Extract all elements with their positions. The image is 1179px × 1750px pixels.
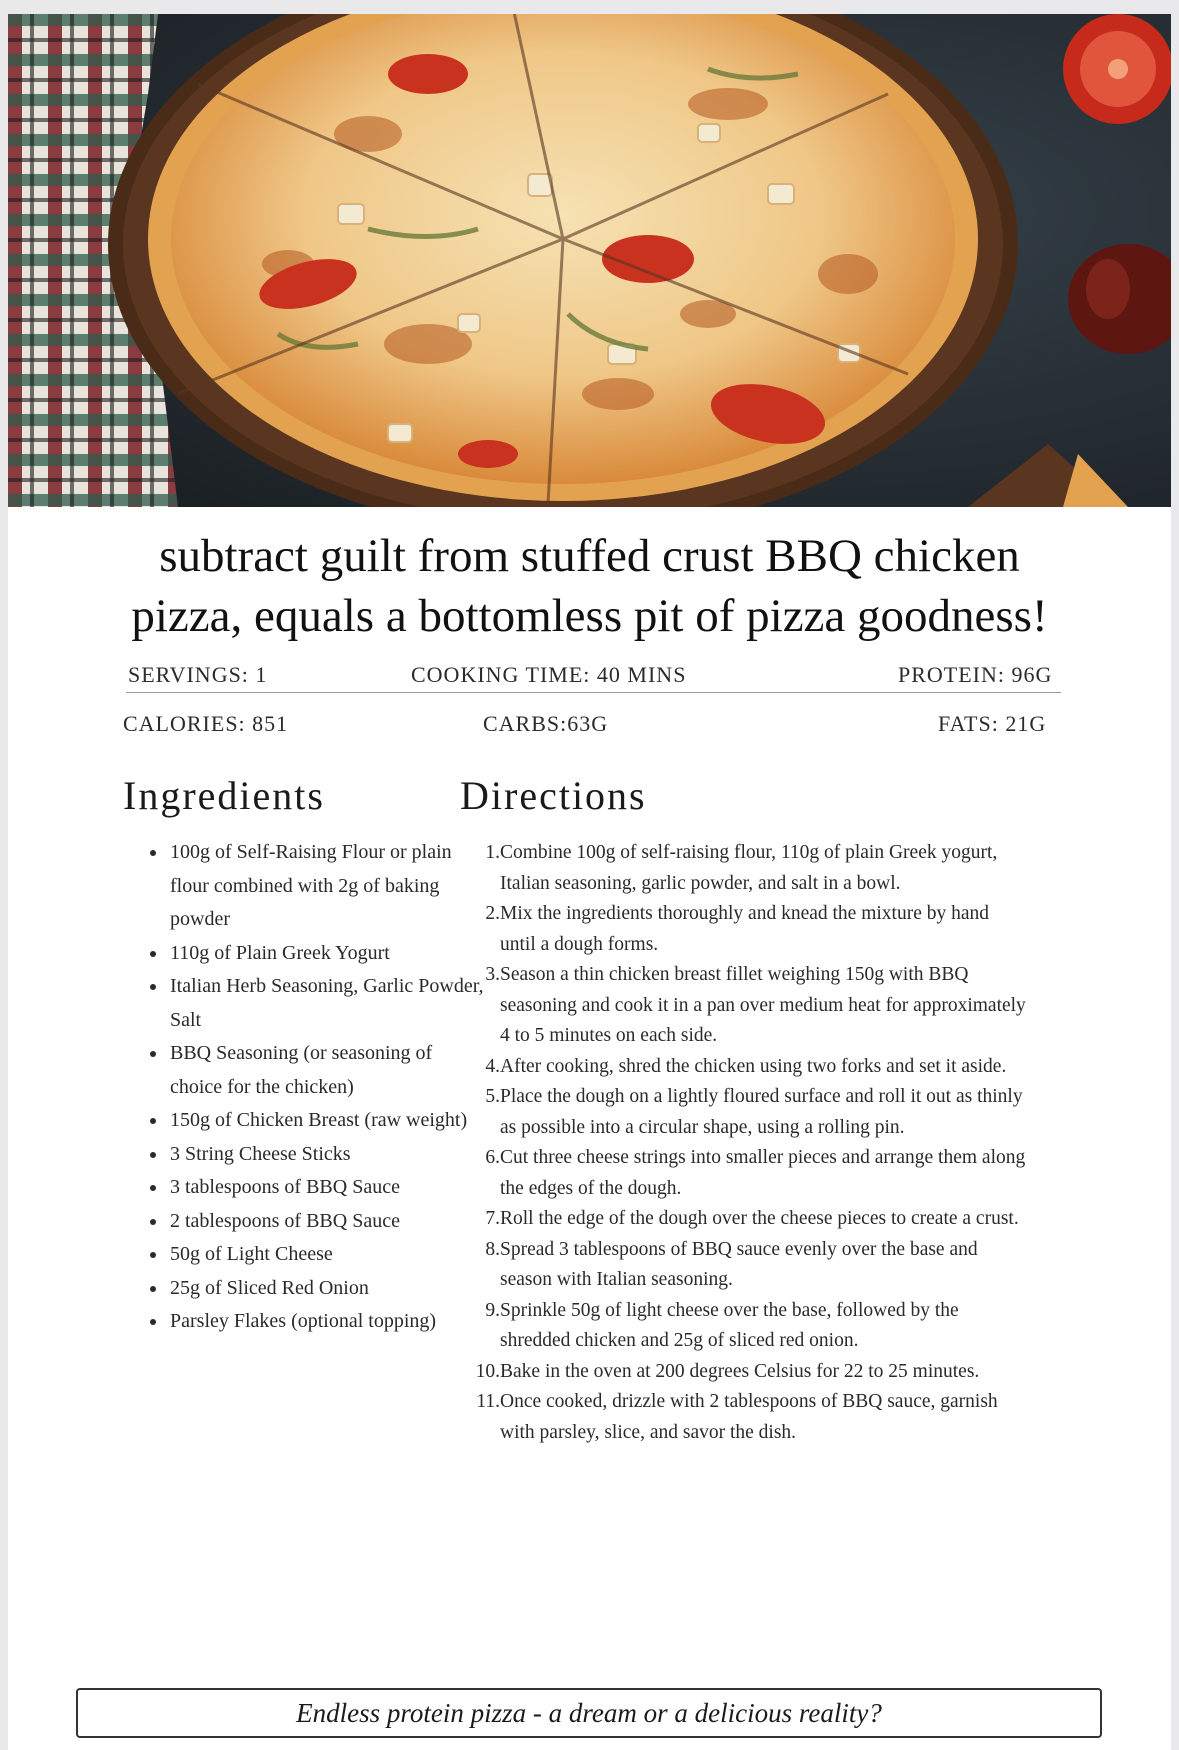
step-number: 1. [485, 842, 500, 863]
step-text: Season a thin chicken breast fillet weighing 150g with BBQ seasoning and cook it in a pan over medium heat for approximately 4 to 5 minutes on each side. [500, 964, 1026, 1046]
carbs-stat: CARBS:63G [483, 711, 609, 736]
ingredient-item: • 150g of Chicken Breast (raw weight) [168, 1104, 488, 1138]
step-number: 2. [485, 903, 500, 924]
cooking-time-stat: COOKING TIME: 40 MINS [411, 662, 687, 687]
servings-stat: SERVINGS: 1 [128, 662, 268, 687]
direction-step [466, 1387, 1026, 1448]
direction-step [466, 1052, 1026, 1083]
ingredient-item: • 50g of Light Cheese [168, 1238, 488, 1272]
step-number: 6. [485, 1147, 500, 1168]
ingredients-heading: Ingredients [123, 773, 325, 818]
recipe-title [8, 526, 1171, 646]
direction-step [466, 960, 1026, 1052]
step-text: Once cooked, drizzle with 2 tablespoons of BBQ sauce, garnish with parsley, slice, and savor the dish. [500, 1391, 998, 1443]
step-number: 4. [485, 1055, 500, 1077]
tagline-box [76, 1688, 1102, 1738]
step-number: 10. [475, 1360, 500, 1382]
step-text: Spread 3 tablespoons of BBQ sauce evenly over the base and season with Italian seasoning. [500, 1238, 978, 1290]
recipe-title-line1: subtract guilt from stuffed crust BBQ chicken [159, 530, 1020, 582]
ingredient-item: • BBQ Seasoning (or seasoning of choice for the chicken) [168, 1037, 488, 1104]
direction-step [466, 899, 1026, 960]
protein-stat: PROTEIN: 96G [898, 662, 1053, 687]
direction-step [466, 838, 1026, 899]
step-text: Bake in the oven at 200 degrees Celsius for 22 to 25 minutes. [500, 1360, 980, 1382]
ingredient-item: • 25g of Sliced Red Onion [168, 1272, 488, 1306]
direction-step [466, 1204, 1026, 1235]
fats-stat: FATS: 21G [938, 711, 1047, 736]
direction-step [466, 1357, 1026, 1388]
calories-stat: CALORIES: 851 [123, 711, 289, 736]
step-text: Roll the edge of the dough over the cheese pieces to create a crust. [500, 1208, 1019, 1229]
ingredients-list [136, 836, 488, 1339]
step-text: Place the dough on a lightly floured surface and roll it out as thinly as possible into a circular shape, using a rolling pin. [500, 1086, 1023, 1138]
step-number: 5. [485, 1086, 500, 1107]
step-number: 8. [485, 1238, 500, 1260]
direction-step [466, 1296, 1026, 1357]
directions-list [466, 838, 1026, 1448]
step-text: Cut three cheese strings into smaller pieces and arrange them along the edges of the dough. [500, 1147, 1026, 1199]
step-number: 11. [476, 1391, 500, 1412]
step-text: Combine 100g of self-raising flour, 110g of plain Greek yogurt, Italian seasoning, garlic powder, and salt in a bowl. [500, 842, 998, 894]
step-text: Sprinkle 50g of light cheese over the base, followed by the shredded chicken and 25g of sliced red onion. [500, 1299, 959, 1351]
pizza-photo-illustration [8, 14, 1171, 507]
direction-step [466, 1143, 1026, 1204]
directions-heading: Directions [460, 773, 647, 818]
ingredient-item: • 3 String Cheese Sticks [168, 1138, 488, 1172]
ingredient-item: • 2 tablespoons of BBQ Sauce [168, 1205, 488, 1239]
tagline-text: Endless protein pizza - a dream or a delicious reality? [296, 1697, 882, 1728]
step-number: 7. [485, 1208, 500, 1229]
stats-divider [126, 692, 1061, 693]
pizza-hero-image [8, 14, 1171, 507]
recipe-card [8, 14, 1171, 1750]
step-number: 3. [485, 964, 500, 985]
step-text: After cooking, shred the chicken using two forks and set it aside. [500, 1055, 1007, 1077]
ingredient-item: • Parsley Flakes (optional topping) [168, 1305, 488, 1339]
recipe-title-line2: pizza, equals a bottomless pit of pizza goodness! [131, 590, 1048, 642]
ingredient-item: • 100g of Self-Raising Flour or plain flour combined with 2g of baking powder [168, 836, 488, 937]
direction-step [466, 1235, 1026, 1296]
ingredient-item: • 110g of Plain Greek Yogurt [168, 937, 488, 971]
step-number: 9. [485, 1299, 500, 1321]
step-text: Mix the ingredients thoroughly and knead the mixture by hand until a dough forms. [500, 903, 990, 955]
ingredient-item: • 3 tablespoons of BBQ Sauce [168, 1171, 488, 1205]
direction-step [466, 1082, 1026, 1143]
ingredient-item: • Italian Herb Seasoning, Garlic Powder, Salt [168, 970, 488, 1037]
